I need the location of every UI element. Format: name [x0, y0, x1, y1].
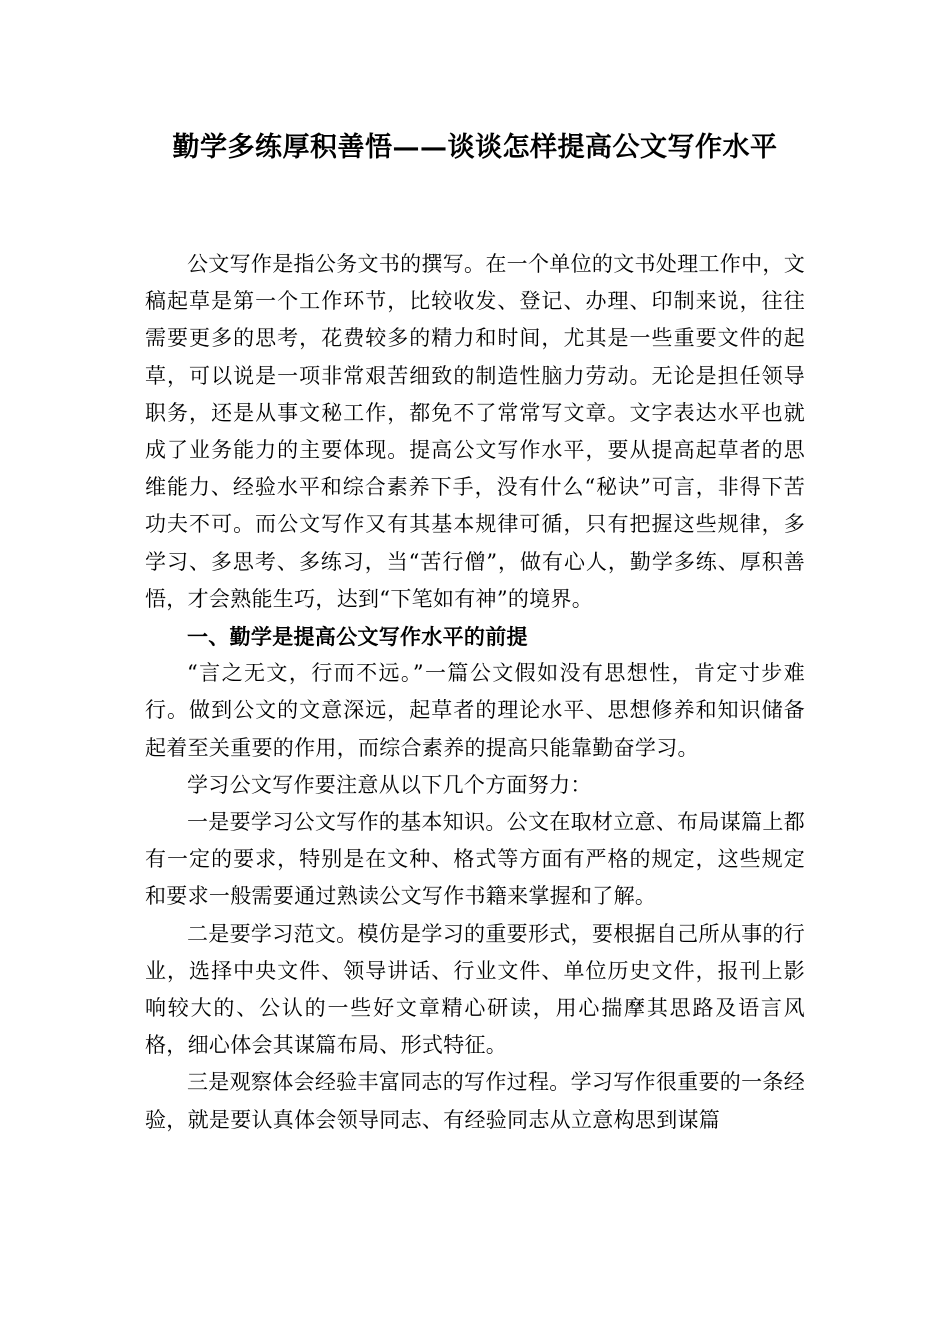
body-paragraph-quote: “言之无文，行而不远。”一篇公文假如没有思想性，肯定寸步难行。做到公文的文意深远，起草者的理论水平、思想修养和知识储备起着至关重要的作用，而综合素养的提高只能靠勤奋学习。	[145, 661, 805, 760]
body-paragraph-point-1: 一是要学习公文写作的基本知识。公文在取材立意、布局谋篇上都有一定的要求，特别是在文种、格式等方面有严格的规定，这些规定和要求一般需要通过熟读公文写作书籍来掌握和了解。	[145, 810, 805, 909]
body-paragraph-lead: 学习公文写作要注意从以下几个方面努力：	[187, 772, 592, 797]
section-heading-1: 一、勤学是提高公文写作水平的前提	[187, 624, 528, 650]
document-title: 勤学多练厚积善悟——谈谈怎样提高公文写作水平	[172, 132, 778, 163]
body-paragraph-intro: 公文写作是指公务文书的撰写。在一个单位的文书处理工作中，文稿起草是第一个工作环节，比较收发、登记、办理、印制来说，往往需要更多的思考，花费较多的精力和时间，尤其是一些重要文件的起草，可以说是一项非常艰苦细致的制造性脑力劳动。无论是担任领导职务，还是从事文秘工作，都免不了常常写文章。文字表达水平也就成了业务能力的主要体现。提高公文写作水平，要从提高起草者的思维能力、经验水平和综合素养下手，没有什么“秘诀”可言，非得下苦功夫不可。而公文写作又有其基本规律可循，只有把握这些规律，多学习、多思考、多练习，当“苦行僧”，做有心人，勤学多练、厚积善悟，才会熟能生巧，达到“下笔如有神”的境界。	[145, 252, 805, 611]
body-paragraph-point-2: 二是要学习范文。模仿是学习的重要形式，要根据自己所从事的行业，选择中央文件、领导讲话、行业文件、单位历史文件，报刊上影响较大的、公认的一些好文章精心研读，用心揣摩其思路及语言风格，细心体会其谋篇布局、形式特征。	[145, 921, 805, 1058]
document-body	[145, 246, 805, 1139]
body-paragraph-point-3: 三是观察体会经验丰富同志的写作过程。学习写作很重要的一条经验，就是要认真体会领导同志、有经验同志从立意构思到谋篇	[145, 1070, 805, 1132]
